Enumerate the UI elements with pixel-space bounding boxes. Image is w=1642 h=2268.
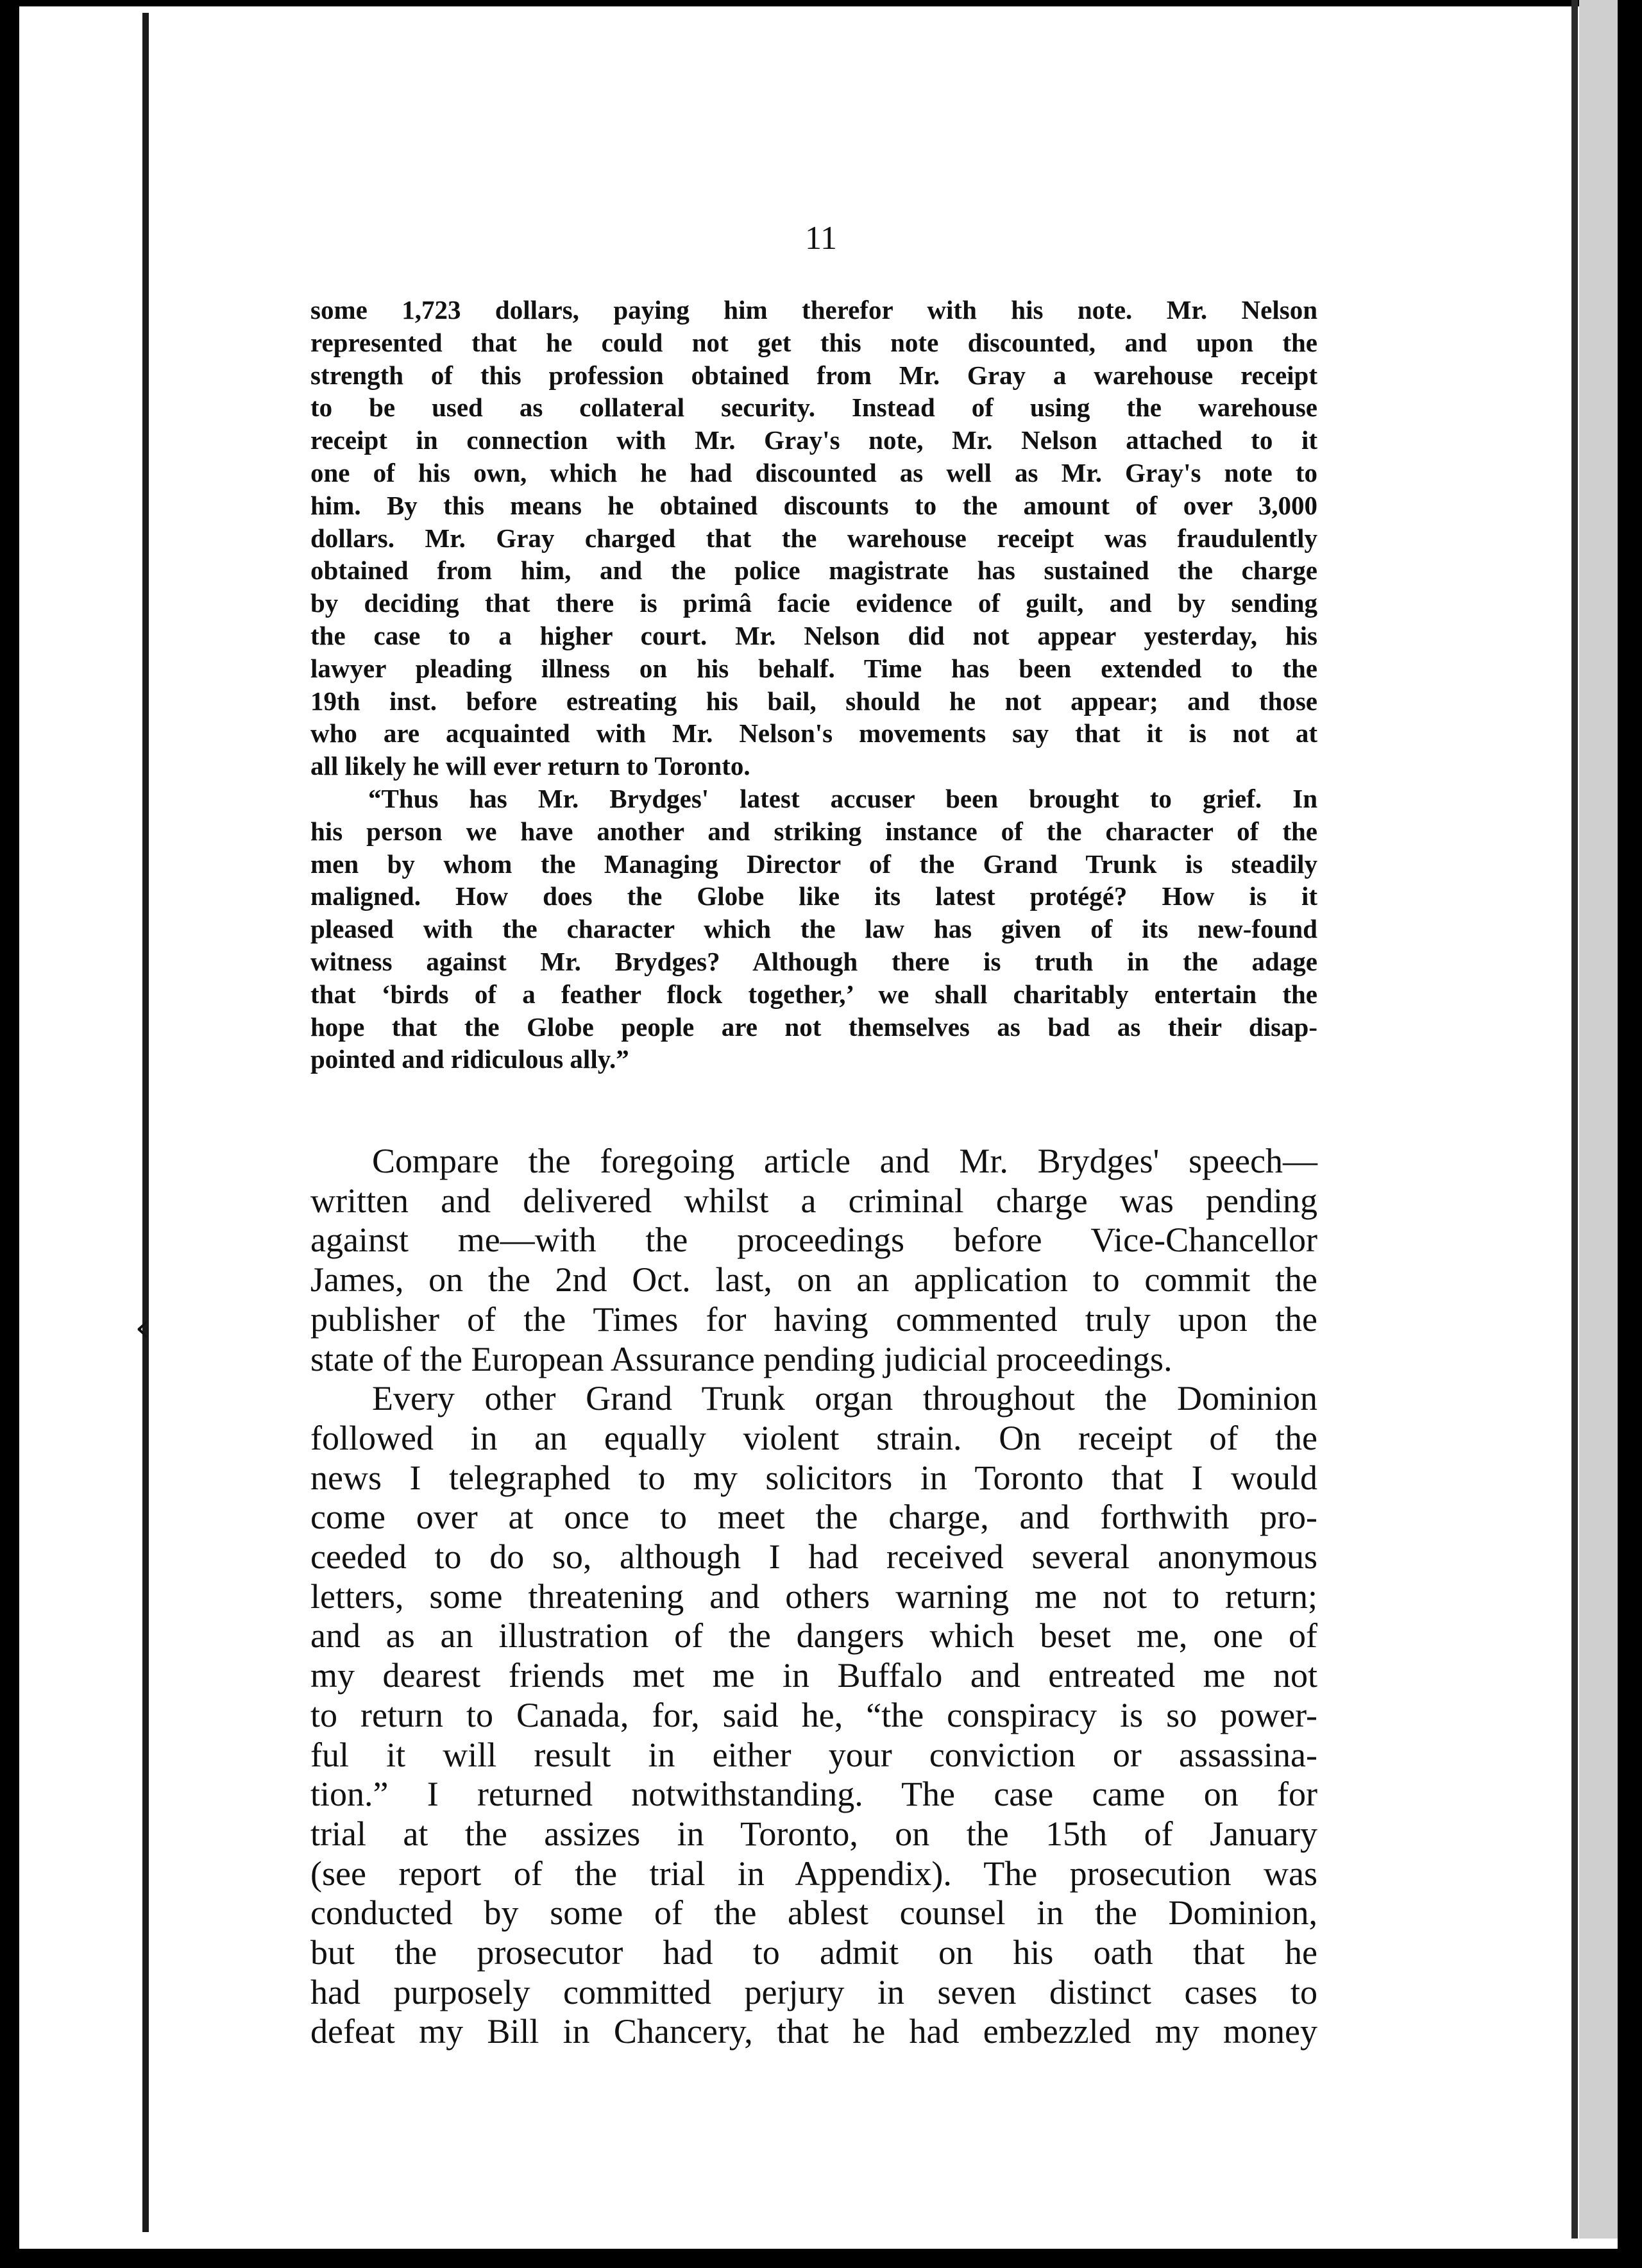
quote-line: lawyer pleading illness on his behalf. Time has been extended to the xyxy=(310,653,1317,683)
quote-line: 19th inst. before estreating his bail, should he not appear; and those xyxy=(310,686,1317,716)
quote-line: to be used as collateral security. Instead of using the warehouse xyxy=(310,393,1317,423)
body-line: state of the European Assurance pending judicial proceedings. xyxy=(310,1339,1172,1378)
quote-line: pointed and ridiculous ally.” xyxy=(310,1044,629,1074)
quote-line: one of his own, which he had discounted as well as Mr. Gray's note to xyxy=(310,457,1317,487)
quote-line: witness against Mr. Brydges? Although there is truth in the adage xyxy=(310,946,1317,976)
page-number: 11 xyxy=(804,220,838,257)
page-edge-fold xyxy=(1571,0,1578,2238)
body-line: against me—with the proceedings before Vice-Chancellor xyxy=(310,1221,1317,1260)
body-line: but the prosecutor had to admit on his oath that he xyxy=(310,1933,1317,1972)
scan-border-top xyxy=(0,0,1642,6)
quote-line: who are acquainted with Mr. Nelson's movements say that it is not at xyxy=(310,718,1317,749)
body-line: tion.” I returned notwithstanding. The case came on for xyxy=(310,1775,1317,1814)
quote-line: receipt in connection with Mr. Gray's note, Mr. Nelson attached to it xyxy=(310,425,1317,455)
body-line: trial at the assizes in Toronto, on the 15th of January xyxy=(310,1814,1317,1853)
quote-line: by deciding that there is primâ facie evidence of guilt, and by sending xyxy=(310,588,1317,618)
quote-line: that ‘birds of a feather flock together,’ we shall charitably entertain the xyxy=(310,979,1317,1009)
scan-border-bottom xyxy=(0,2249,1642,2268)
body-text xyxy=(310,1142,1317,2052)
scan-border-left xyxy=(0,0,19,2268)
quote-line: all likely he will ever return to Toronto. xyxy=(310,751,750,781)
body-line: defeat my Bill in Chancery, that he had embezzled my money xyxy=(310,2012,1317,2051)
body-line: publisher of the Times for having commented truly upon the xyxy=(310,1299,1317,1339)
quoted-article xyxy=(310,294,1317,1076)
quote-line: obtained from him, and the police magistrate has sustained the charge xyxy=(310,555,1317,586)
quote-line: dollars. Mr. Gray charged that the warehouse receipt was fraudulently xyxy=(310,523,1317,553)
body-line: ful it will result in either your conviction or assassina- xyxy=(310,1735,1317,1774)
quote-line: some 1,723 dollars, paying him therefor with his note. Mr. Nelson xyxy=(310,295,1317,325)
body-line: Every other Grand Trunk organ throughout the Dominion xyxy=(372,1379,1317,1418)
body-line: written and delivered whilst a criminal charge was pending xyxy=(310,1181,1317,1220)
body-line: James, on the 2nd Oct. last, on an application to commit the xyxy=(310,1260,1317,1299)
body-line: ceeded to do so, although I had received several anonymous xyxy=(310,1537,1317,1577)
quote-line: “Thus has Mr. Brydges' latest accuser been brought to grief. In xyxy=(368,783,1317,813)
body-line: my dearest friends met me in Buffalo and entreated me not xyxy=(310,1656,1317,1695)
body-line: and as an illustration of the dangers which beset me, one of xyxy=(310,1616,1317,1655)
body-line: conducted by some of the ablest counsel in the Dominion, xyxy=(310,1893,1317,1933)
body-line: to return to Canada, for, said he, “the conspiracy is so power- xyxy=(310,1695,1317,1734)
body-line: (see report of the trial in Appendix). The prosecution was xyxy=(310,1854,1317,1893)
quote-line: strength of this profession obtained from Mr. Gray a warehouse receipt xyxy=(310,360,1317,390)
quote-line: represented that he could not get this note discounted, and upon the xyxy=(310,327,1317,357)
quote-line: maligned. How does the Globe like its latest protégé? How is it xyxy=(310,881,1317,911)
quote-line: the case to a higher court. Mr. Nelson did not appear yesterday, his xyxy=(310,620,1317,650)
body-line: come over at once to meet the charge, and forthwith pro- xyxy=(310,1498,1317,1537)
quote-line: hope that the Globe people are not themselves as bad as their disap- xyxy=(310,1011,1317,1042)
body-line: had purposely committed perjury in seven distinct cases to xyxy=(310,1972,1317,2011)
gutter-mark: ‹ xyxy=(135,1305,150,1350)
body-line: Compare the foregoing article and Mr. Brydges' speech— xyxy=(372,1142,1317,1180)
page-edge-strip xyxy=(1579,0,1618,2238)
scan-border-right xyxy=(1618,0,1642,2268)
quote-line: pleased with the character which the law has given of its new-found xyxy=(310,914,1317,944)
body-line: letters, some threatening and others warning me not to return; xyxy=(310,1577,1317,1616)
body-line: news I telegraphed to my solicitors in Toronto that I would xyxy=(310,1458,1317,1497)
quote-line: him. By this means he obtained discounts to the amount of over 3,000 xyxy=(310,490,1317,520)
binding-gutter xyxy=(142,13,149,2232)
body-line: followed in an equally violent strain. On receipt of the xyxy=(310,1418,1317,1457)
quote-line: his person we have another and striking instance of the character of the xyxy=(310,816,1317,846)
quote-line: men by whom the Managing Director of the Grand Trunk is steadily xyxy=(310,849,1317,879)
